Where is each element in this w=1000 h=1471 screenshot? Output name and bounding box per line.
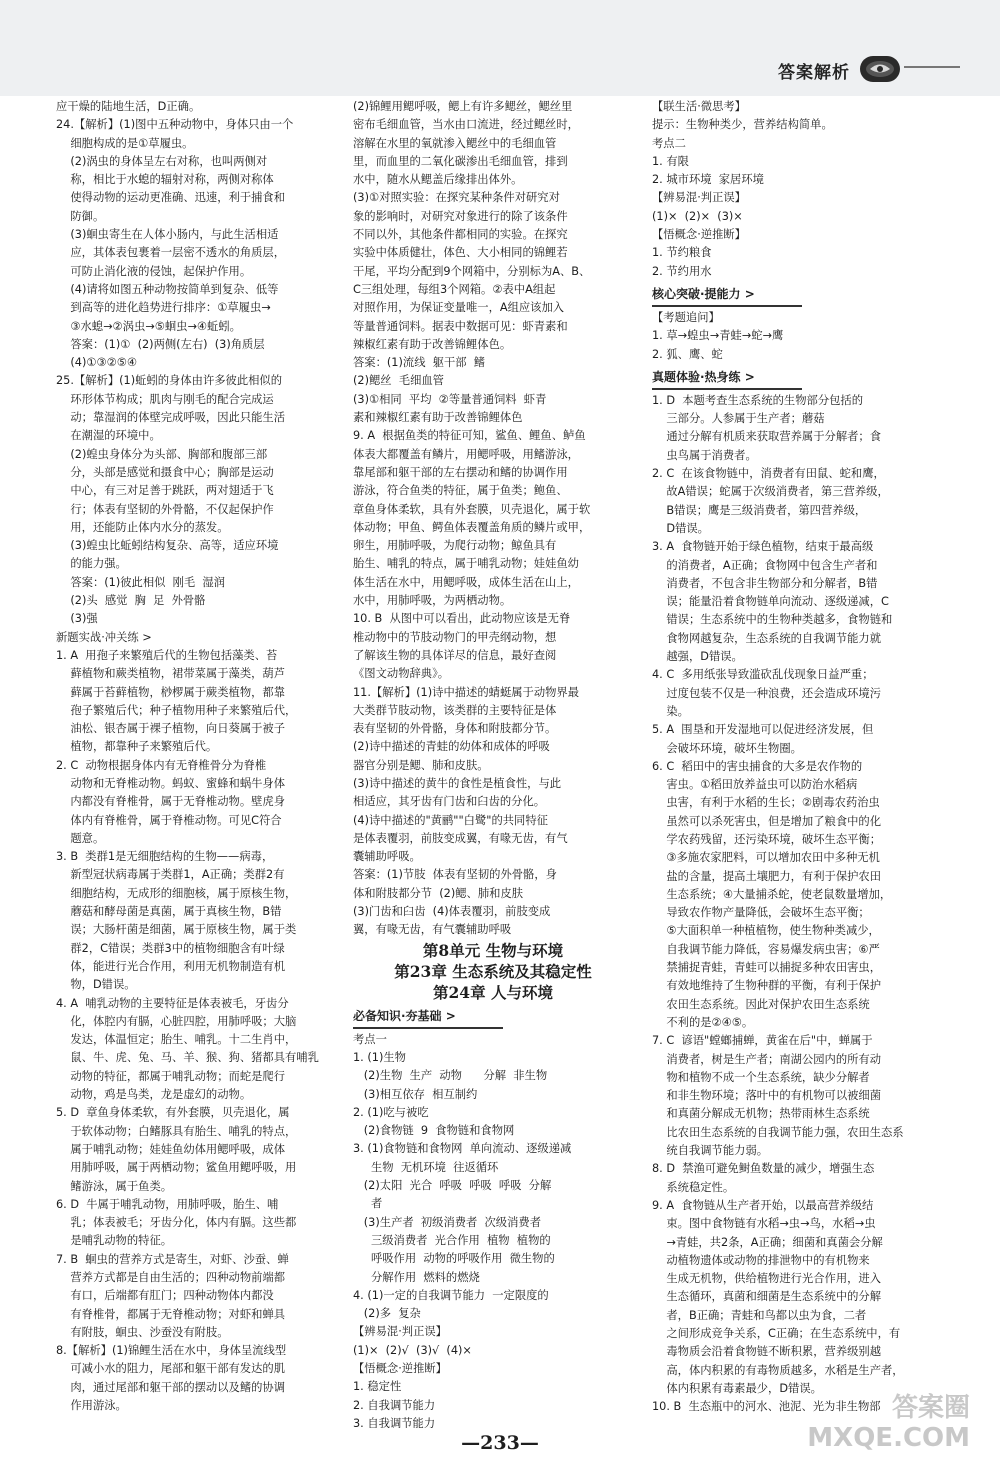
text-line: 1. (1)生物	[353, 1050, 406, 1064]
text-line: 7. C 谚语"螳螂捕蝉，黄雀在后"中，蝉属于	[652, 1034, 873, 1048]
text-line: (2)锦鲤用鳃呼吸，鳃上有许多鳃丝，鳃丝里	[353, 100, 573, 113]
text-line: 水中，用肺呼吸，为两栖动物。	[353, 594, 512, 608]
text-line: 体动物；甲鱼、鳄鱼体表覆盖角质的鳞片或甲，	[353, 520, 591, 534]
text-line: 物，D错误。	[56, 978, 136, 992]
text-line: 密布毛细血管，当水由口流进，经过鳃丝时，	[353, 118, 579, 132]
text-line: 25.【解析】(1)蚯蚓的身体由许多彼此相似的	[56, 374, 283, 388]
text-line: 新题实战·冲关练 >	[56, 630, 152, 644]
text-line: ③多施农家肥料，可以增加农田中多种无机	[652, 851, 880, 865]
text-line: 藓植物和蕨类植物，裙带菜属于藻类，葫芦	[56, 667, 286, 681]
text-line: 4. A 哺乳动物的主要特征是体表被毛，牙齿分	[56, 996, 289, 1010]
text-line: (3)①对照实验：在探究某种条件对研究对	[353, 191, 560, 205]
text-line: (3)诗中描述的黄牛的食性是植食性，与此	[353, 776, 562, 790]
text-line: 呼吸作用 动物的呼吸作用 微生物的	[353, 1252, 555, 1266]
text-line: 2. 城市环境 家居环境	[652, 173, 764, 187]
text-line: 是哺乳动物的特征。	[56, 1234, 173, 1248]
text-line: 1. A 用孢子来繁殖后代的生物包括藻类、苔	[56, 648, 278, 662]
text-line: 2. 节约用水	[652, 264, 712, 278]
text-line: 禁捕捉青蛙，青蛙可以捕捉多种农田害虫，	[652, 961, 882, 975]
text-line: 营养方式都是自由生活的；四种动物前端都	[56, 1271, 286, 1284]
text-line: 的消费者，A正确；食物网中包含生产者和	[652, 558, 878, 572]
section-heading: 真题体验·热身练 >	[652, 366, 802, 390]
text-line: 3. A 食物链开始于绿色植物，结束于最高级	[652, 540, 874, 554]
text-line: 4. C 多用纸张导致滥砍乱伐现象日益严重；	[652, 668, 874, 682]
text-line: 5. A 围垦和开发湿地可以促进经济发展，但	[652, 723, 874, 737]
column-right	[652, 98, 940, 1428]
chapter-heading: 第24章 人与环境	[433, 982, 553, 1002]
text-line: 溶解在水里的氧就渗入鳃丝中的毛细血管	[353, 136, 557, 150]
text-line: 导致农作物产量降低，会破坏生态平衡；	[652, 906, 870, 920]
text-line: (2)生物 生产 动物 分解 非生物	[353, 1069, 548, 1083]
text-line: 有脊椎骨，都属于无脊椎动物；对虾和蝉具	[56, 1307, 286, 1321]
text-line: 鼠、牛、虎、兔、马、羊、猴、狗、猪都具有哺乳	[56, 1051, 319, 1065]
text-line: 里，而血里的二氧化碳渗出毛细血管，排到	[353, 154, 568, 168]
text-line: (3)①相同 平均 ②等量普通饲料 虾青	[353, 392, 547, 406]
text-line: 8. D 禁渔可避免鲥鱼数量的减少，增强生态	[652, 1162, 875, 1176]
text-line: 【悟概念·逆推断】	[353, 1362, 447, 1375]
column-left	[56, 98, 334, 1428]
text-line: ⑤大面积单一种植植物，使生物种类减少，	[652, 924, 880, 938]
text-line: 等量普通饲料。据表中数据可见：虾青素和	[353, 319, 568, 333]
text-line: 环形体节构成；肌肉与刚毛的配合完成运	[56, 392, 274, 406]
text-line: 使得动物的运动更准确、迅速，利于捕食和	[56, 191, 286, 205]
watermark-title: 答案圈	[891, 1393, 970, 1423]
text-line: 动物，鸡是鸟类，龙是虚幻的动物。	[56, 1088, 252, 1102]
text-line: C三组处理，每组3个网箱。②表中A组起	[353, 282, 556, 296]
text-line: 《图文动物辞典》。	[353, 667, 450, 681]
text-line: 者	[353, 1197, 383, 1211]
text-line: (2)太阳 光合 呼吸 呼吸 呼吸 分解	[353, 1179, 552, 1193]
text-line: (3)强	[56, 612, 98, 626]
text-line: 游泳，符合鱼类的特征，属于鱼类；鲍鱼、	[353, 484, 568, 498]
text-line: 细胞结构，无成形的细胞核，属于原核生物，	[56, 886, 297, 900]
text-line: 油松、银杏属于裸子植物，向日葵属于被子	[56, 722, 286, 736]
text-line: 答案：(1)① (2)两侧(左右) (3)角质层	[56, 337, 265, 351]
text-line: 5. D 章鱼身体柔软，有外套膜，贝壳退化，属	[56, 1106, 290, 1120]
text-line: 农田生态系统。因此对保护农田生态系统	[652, 997, 870, 1011]
text-line: ③水螅→②涡虫→⑤蛔虫→④蚯蚓。	[56, 319, 241, 333]
text-line: 植物，都靠种子来繁殖后代。	[56, 740, 218, 754]
watermark-url: MXQE.COM	[807, 1423, 970, 1453]
text-line: 孢子繁殖后代；种子植物用种子来繁殖后代，	[56, 703, 297, 717]
text-line: 藓属于苔藓植物，桫椤属于蕨类植物，都靠	[56, 685, 286, 699]
text-line: 【辨易混·判正误】	[353, 1325, 447, 1339]
text-line: 行；体表有坚韧的外骨骼，不仅起保护作	[56, 502, 274, 516]
text-line: 物和植物不成一个生态系统，缺少分解者	[652, 1070, 870, 1084]
text-line: 章鱼身体柔软，具有外套膜，贝壳退化，属于软	[353, 502, 591, 516]
text-line: 作用游泳。	[56, 1399, 127, 1413]
text-line: 属于哺乳动物；娃娃鱼幼体用鳃呼吸，成体	[56, 1142, 286, 1156]
text-line: 体内有脊椎骨，属于脊椎动物。可见C符合	[56, 813, 282, 827]
text-line: 可减小水的阻力，尾部和躯干部有发达的肌	[56, 1362, 286, 1376]
text-line: 体，能进行光合作用，利用无机物制造有机	[56, 959, 286, 973]
text-line: 象的影响时，对研究对象进行的除了该条件	[353, 209, 568, 223]
text-line: 通过分解有机质来获取营养属于分解者；食	[652, 430, 882, 444]
text-line: 器官分别是鳃、肺和皮肤。	[353, 758, 489, 772]
text-line: 越强，D错误。	[652, 650, 743, 664]
text-line: 4. (1)一定的自我调节能力 一定限度的	[353, 1288, 549, 1302]
text-line: 囊辅助呼吸。	[353, 850, 421, 864]
text-line: 动；靠湿润的体壁完成呼吸，因此只能生活	[56, 411, 286, 425]
text-line: 体生活在水中，用鳃呼吸，成体生活在山上，	[353, 575, 579, 589]
book-logo-icon	[860, 56, 900, 82]
text-line: 肉，通过尾部和躯干部的摆动以及鳍的协调	[56, 1380, 286, 1394]
text-line: 动植物遗体或动物的排泄物中的有机物来	[652, 1253, 870, 1267]
text-line: (2)蝗虫身体分为头部、胸部和腹部三部	[56, 447, 268, 461]
text-line: 会破坏环境，破坏生物圈。	[652, 741, 802, 755]
text-line: 过度包装不仅是一种浪费，还会造成环境污	[652, 686, 882, 700]
text-line: 高，体内积累的有毒物质越多，水稻是生产者，	[652, 1363, 904, 1377]
text-line: 有附肢，蛔虫、沙蚕没有附肢。	[56, 1325, 229, 1339]
text-line: 故A错误；蛇属于次级消费者，第三营养级，	[652, 485, 889, 499]
text-line: 8.【解析】(1)锦鲤生活在水中，身体呈流线型	[56, 1344, 287, 1358]
text-line: 素和辣椒红素有助于改善锦鲤体色	[353, 411, 523, 425]
text-line: (4)请将如图五种动物按简单到复杂、低等	[56, 282, 279, 296]
text-line: (3)门齿和臼齿 (4)体表覆羽，前肢变成	[353, 905, 551, 919]
text-line: 统自我调节能力弱。	[652, 1144, 769, 1158]
text-line: 新型冠状病毒属于类群1，A正确；类群2有	[56, 868, 285, 882]
text-line: 翼，有喙无齿，有气囊辅助呼吸	[353, 923, 512, 937]
text-line: 考点二	[652, 136, 686, 150]
text-line: 1. 稳定性	[353, 1380, 402, 1394]
text-line: 1. 节约粮食	[652, 246, 712, 260]
text-line: 水中，随水从鳃盖后缘排出体外。	[353, 173, 523, 187]
text-line: 椎动物中的节肢动物门的甲壳纲动物，想	[353, 630, 557, 644]
text-line: 9. A 食物链从生产者开始，以最高营养级结	[652, 1198, 874, 1212]
text-line: 到高等的进化趋势进行排序：①草履虫→	[56, 301, 271, 315]
text-line: (2)食物链 9 食物链和食物网	[353, 1124, 515, 1138]
text-line: 系统稳定性。	[652, 1180, 735, 1194]
page-number: —233—	[461, 1432, 539, 1454]
text-line: (4)诗中描述的"黄鹂""白鹭"的共同特征	[353, 813, 548, 827]
text-line: 了解该生物的具体详尽的信息，最好查阅	[353, 648, 557, 662]
text-line: 者，B正确；青蛙和鸟都以虫为食，二者	[652, 1308, 867, 1322]
text-line: D错误。	[652, 521, 709, 535]
text-line: 考点一	[353, 1032, 387, 1046]
text-line: 11.【解析】(1)诗中描述的蜻蜓属于动物界最	[353, 685, 580, 699]
text-line: 自我调节能力降低，容易爆发病虫害；⑥严	[652, 942, 880, 956]
text-line: 于软体动物；白鳍豚具有胎生、哺乳的特点，	[56, 1124, 297, 1138]
column-middle	[353, 98, 633, 1428]
text-line: 2. (1)吃与被吃	[353, 1105, 429, 1119]
text-line: 胎生、哺乳的特点，属于哺乳动物；娃娃鱼幼	[353, 557, 579, 571]
text-line: 相适应，其牙齿有门齿和臼齿的分化。	[353, 795, 546, 809]
text-line: (3)蝗虫比蚯蚓结构复杂、高等，适应环境	[56, 539, 279, 553]
text-line: 之间形成竞争关系，C正确；在生态系统中，有	[652, 1327, 901, 1340]
text-line: 对照作用，为保证变量唯一，A组应该加入	[353, 301, 565, 315]
text-line: 盐的含量，提高土壤肥力，有利于保护农田	[652, 869, 882, 883]
text-line: 学农药残留，还污染环境，破坏生态平衡；	[652, 832, 882, 846]
text-line: 【考题追问】	[652, 310, 720, 324]
text-line: 体和附肢都分节 (2)鳃、肺和皮肤	[353, 886, 524, 900]
text-line: 中心，有三对足善于跳跃，两对翅适于飞	[56, 484, 274, 498]
text-line: 消费者，不包含非生物部分和分解者，B错	[652, 576, 878, 590]
text-line: 生态循环，真菌和细菌是生态系统中的分解	[652, 1290, 882, 1304]
text-line: 虽然可以杀死害虫，但是增加了粮食中的化	[652, 814, 882, 828]
text-line: (2)头 感觉 胸 足 外骨骼	[56, 594, 206, 608]
text-line: 有效地维持了生物种群的平衡，有利于保护	[652, 979, 882, 993]
text-line: (1)× (2)× (3)×	[652, 209, 743, 223]
header-title: 答案解析	[778, 63, 850, 83]
text-line: 是体表覆羽，前肢变成翼，有喙无齿，有气	[353, 831, 568, 845]
text-line: 3. B 类群1是无细胞结构的生物——病毒，	[56, 850, 274, 864]
header-ornament	[904, 66, 960, 74]
text-line: 24.【解析】(1)图中五种动物中，身体只由一个	[56, 118, 294, 132]
text-line: 用肺呼吸，属于两栖动物；鲨鱼用鳃呼吸，用	[56, 1161, 297, 1175]
text-line: 内都没有脊椎骨，属于无脊椎动物。壁虎身	[56, 795, 286, 809]
text-line: 毒物质会沿着食物链不断积累，营养级别越	[652, 1345, 882, 1359]
text-line: 误；大肠杆菌是细菌，属于原核生物，属于类	[56, 923, 297, 937]
text-line: 害虫。①稻田放养益虫可以防治水稻病	[652, 778, 858, 792]
text-line: 误；能量沿着食物链单向流动、逐级递减，C	[652, 595, 889, 609]
text-line: 题意。	[56, 831, 105, 845]
text-line: 1. 草→蝗虫→青蛙→蛇→鹰	[652, 329, 784, 343]
chapter-heading: 第23章 生态系统及其稳定性	[394, 961, 592, 981]
text-line: 生态系统；④大量捕杀蛇，使老鼠数量增加，	[652, 887, 892, 901]
text-line: 防御。	[56, 209, 105, 223]
text-line: (2)多 复杂	[353, 1307, 421, 1321]
text-line: 生物 无机环境 往返循环	[353, 1160, 499, 1174]
text-line: 和真菌分解成无机物；热带雨林生态系统	[652, 1107, 870, 1121]
text-line: 提示：生物种类少，营养结构简单。	[652, 118, 833, 132]
text-line: 虫害，有利于水稻的生长；②剧毒农药治虫	[652, 796, 880, 810]
text-line: 动物的特征，都属于哺乳动物；而蛇是爬行	[56, 1069, 286, 1083]
text-line: (2)鳃丝 毛细血管	[353, 374, 444, 388]
text-line: 消费者，树是生产者；南湖公园内的所有动	[652, 1052, 882, 1066]
header-band	[0, 0, 1000, 96]
text-line: 化，体腔内有膈，心脏四腔，用肺呼吸；大脑	[56, 1014, 297, 1028]
text-line: 1. D 本题考查生态系统的生物部分包括的	[652, 393, 864, 407]
text-line: 10. B 生态瓶中的河水、池泥、光为非生物部	[652, 1400, 881, 1414]
text-line: 细胞构成的是①草履虫。	[56, 136, 194, 150]
text-line: 9. A 根据鱼类的特征可知，鲨鱼、鲤鱼、鲈鱼	[353, 429, 586, 443]
text-line: 【辨易混·判正误】	[652, 191, 746, 205]
text-line: 三部分。人参属于生产者；蘑菇	[652, 412, 825, 426]
text-line: (2)诗中描述的青蛙的幼体和成体的呼吸	[353, 740, 550, 754]
text-line: 卵生，用肺呼吸，为爬行动物；鲸鱼具有	[353, 539, 557, 553]
text-line: 【悟概念·逆推断】	[652, 228, 746, 242]
section-heading: 核心突破·提能力 >	[652, 283, 802, 307]
section-heading: 必备知识·夯基础 >	[353, 1005, 503, 1029]
text-line: 的能力强。	[56, 557, 127, 571]
text-line: 称，相比于水螅的辐射对称，两侧对称体	[56, 173, 274, 187]
text-line: 答案：(1)节肢 体表有坚韧的外骨骼，身	[353, 868, 557, 882]
text-line: 【联生活·微思考】	[652, 100, 746, 113]
text-line: 束。图中食物链有水稻→虫→鸟，水稻→虫	[652, 1217, 876, 1231]
text-line: 分解作用 燃料的燃烧	[353, 1270, 480, 1284]
text-line: 动物和无脊椎动物。蚂蚁、蜜蜂和蜗牛身体	[56, 776, 286, 790]
text-line: 实验中体质健壮，体色、大小相同的锦鲤若	[353, 246, 568, 260]
text-line: 乳；体表被毛；牙齿分化，体内有膈。这些都	[56, 1216, 297, 1230]
text-line: 辣椒红素有助于改善锦鲤体色。	[353, 337, 512, 351]
text-line: →青蛙，共2条，A正确；细菌和真菌会分解	[652, 1235, 883, 1249]
text-line: 比农田生态系统的自我调节能力强，农田生态系	[652, 1125, 904, 1139]
text-line: 染。	[652, 704, 689, 718]
text-line: 10. B 从图中可以看出，此动物应该是无脊	[353, 612, 571, 626]
text-line: 不利的是②④⑤。	[652, 1015, 754, 1029]
text-line: 虫鸟属于消费者。	[652, 448, 757, 462]
text-line: 表有坚韧的外骨骼，身体和附肢都分节。	[353, 722, 557, 736]
text-line: 蘑菇和酵母菌是真菌，属于真核生物，B错	[56, 905, 282, 919]
text-line: 干尾，平均分配到9个网箱中，分别标为A、B、	[353, 264, 591, 278]
text-line: 6. C 稻田中的害虫捕食的大多是农作物的	[652, 759, 863, 773]
text-line: 体表大都覆盖有鳞片，用鳃呼吸，用鳍游泳，	[353, 447, 579, 461]
text-line: 三级消费者 光合作用 植物 植物的	[353, 1233, 551, 1247]
text-line: 生成无机物，供给植物进行光合作用，进入	[652, 1272, 882, 1286]
text-line: (1)× (2)√ (3)√ (4)×	[353, 1343, 472, 1357]
text-line: 发达，体温恒定；胎生、哺乳。十二生肖中，	[56, 1033, 297, 1047]
text-line: 用，还能防止体内水分的蒸发。	[56, 520, 229, 534]
text-line: 1. 有限	[652, 154, 689, 168]
text-line: 食物网越复杂，生态系统的自我调节能力就	[652, 631, 882, 645]
text-line: 错误；生态系统中的生物种类越多，食物链和	[652, 613, 893, 627]
text-line: 3. 自我调节能力	[353, 1416, 436, 1428]
text-line: 答案：(1)彼此相似 刚毛 湿润	[56, 575, 225, 589]
text-line: 分，头部是感觉和摄食中心；胸部是运动	[56, 465, 274, 479]
text-line: 应，其体表包裹着一层密不透水的角质层，	[56, 246, 286, 260]
text-line: 大类群节肢动物，该类群的主要特征是体	[353, 703, 557, 717]
text-line: (4)①③②⑤④	[56, 356, 138, 370]
text-line: 靠尾部和躯干部的左右摆动和鳍的协调作用	[353, 465, 568, 479]
text-line: 2. C 在该食物链中，消费者有田鼠、蛇和鹰，	[652, 467, 885, 481]
text-line: 2. 自我调节能力	[353, 1398, 436, 1412]
text-line: 不同以外，其他条件都相同的实验。在探究	[353, 228, 568, 242]
text-line: 答案：(1)流线 躯干部 鳍	[353, 356, 486, 370]
text-line: (3)蛔虫寄生在人体小肠内，与此生活相适	[56, 228, 279, 242]
text-line: 应干燥的陆地生活，D正确。	[56, 100, 201, 113]
text-line: (3)相互依存 相互制约	[353, 1087, 478, 1101]
text-line: 和非生物环境；落叶中的有机物可以被细菌	[652, 1089, 882, 1103]
text-line: (2)涡虫的身体呈左右对称，也叫两侧对	[56, 154, 268, 168]
watermark	[807, 1393, 970, 1453]
text-line: 7. B 蛔虫的营养方式是寄生，对虾、沙蚕、蝉	[56, 1252, 289, 1266]
text-line: 3. (1)食物链和食物网 单向流动、逐级递减	[353, 1142, 572, 1156]
text-line: 2. C 动物根据身体内有无脊椎骨分为脊椎	[56, 758, 267, 772]
text-line: (3)生产者 初级消费者 次级消费者	[353, 1215, 541, 1229]
chapter-heading: 第8单元 生物与环境	[422, 940, 564, 960]
text-line: 有口，后端都有肛门；四种动物体内都没	[56, 1289, 274, 1303]
text-line: 群2，C错误；类群3中的植物细胞含有叶绿	[56, 941, 285, 955]
text-line: 2. 狐、鹰、蛇	[652, 347, 723, 361]
text-line: 6. D 牛属于哺乳动物，用肺呼吸，胎生、哺	[56, 1197, 279, 1211]
text-line: B错误；鹰是三级消费者，第四营养级，	[652, 503, 867, 517]
text-line: 鳍游泳，属于鱼类。	[56, 1179, 173, 1193]
text-line: 可防止消化液的侵蚀，起保护作用。	[56, 264, 252, 278]
text-line: 在潮湿的环境中。	[56, 429, 161, 443]
text-line: 体内积累有毒素最少，D错误。	[652, 1381, 822, 1395]
